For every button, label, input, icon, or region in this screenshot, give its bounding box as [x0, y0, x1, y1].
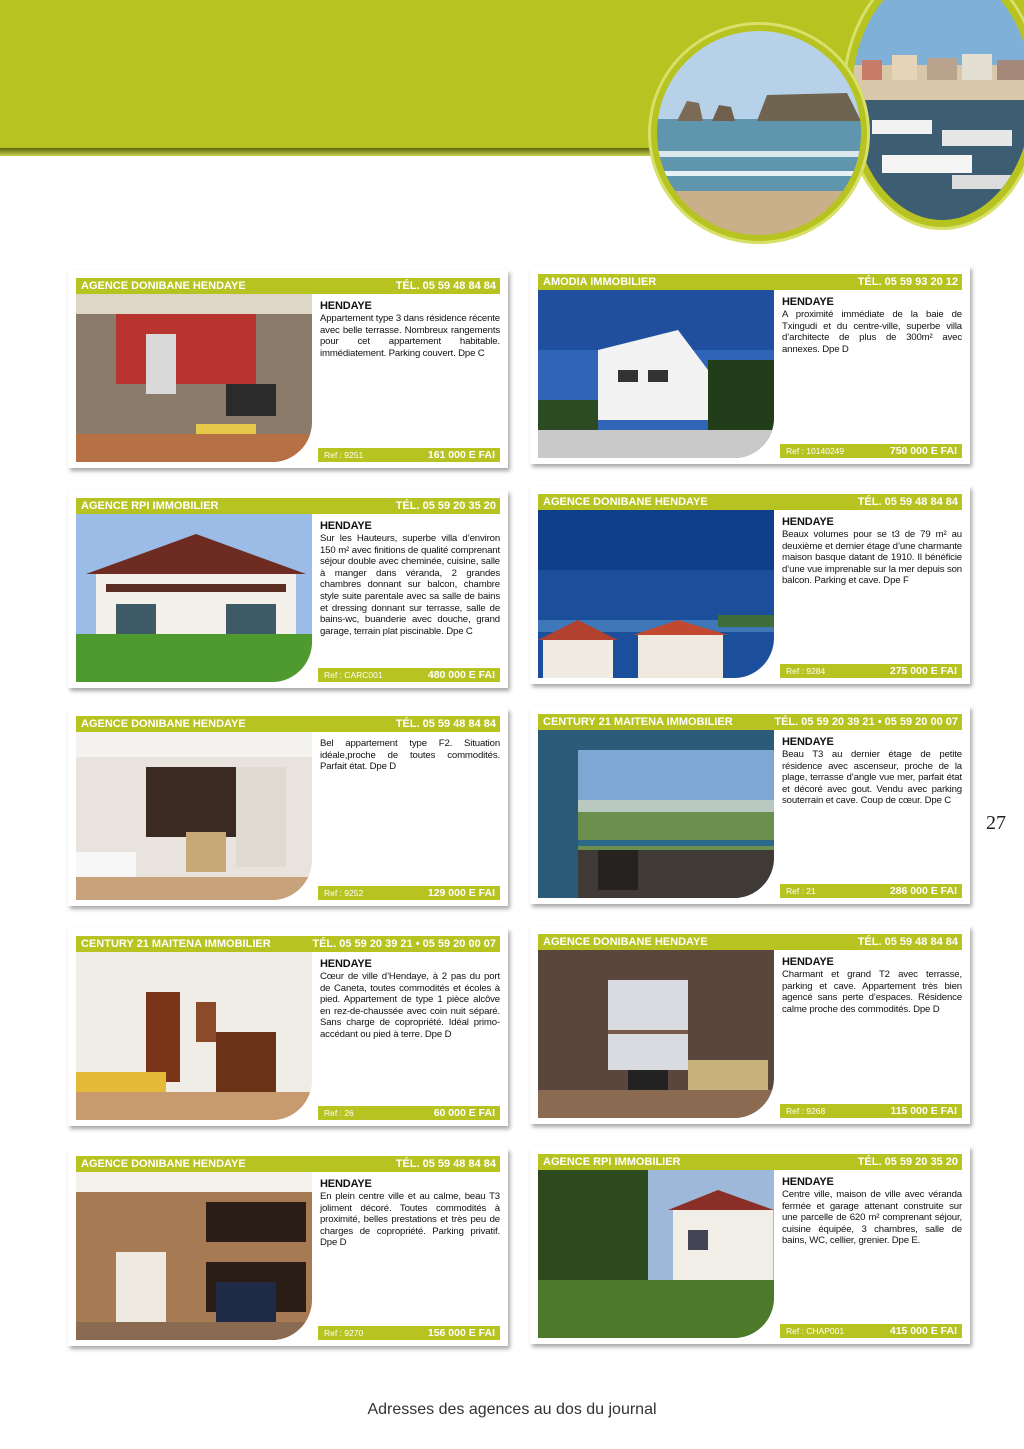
listing-card — [530, 706, 970, 904]
basque-villa-photo — [76, 514, 312, 682]
listing-ref: Ref : 26 — [324, 1108, 354, 1118]
listing-price: 115 000 E FAI — [890, 1105, 957, 1117]
listing-card — [68, 490, 508, 688]
agency-name: AGENCE RPI IMMOBILIER — [81, 500, 219, 512]
listing-city: HENDAYE — [782, 1176, 834, 1188]
agency-name: AGENCE DONIBANE HENDAYE — [543, 936, 708, 948]
coast-photo — [657, 31, 861, 235]
listing-price: 275 000 E FAI — [889, 665, 957, 677]
harbour-photo — [852, 0, 1024, 220]
listing-price: 415 000 E FAI — [889, 1325, 957, 1337]
listing-city: HENDAYE — [320, 520, 372, 532]
listing-header — [538, 274, 962, 290]
sea-view-photo — [538, 510, 774, 678]
listing-card — [68, 1148, 508, 1346]
agency-phone: TÉL. 05 59 48 84 84 — [857, 936, 958, 948]
agency-name: AGENCE DONIBANE HENDAYE — [81, 718, 246, 730]
listing-description: Charmant et grand T2 avec terrasse, parking et cave. Appartement très bien agencé sans perte d’espaces. Résidence calme proche des commodités. Dpe D — [782, 969, 962, 1015]
listing-text — [782, 516, 962, 587]
listing-text — [320, 958, 500, 1041]
open-kitchen-photo — [76, 732, 312, 900]
listing-header — [76, 716, 500, 732]
agency-phone: TÉL. 05 59 48 84 84 — [395, 280, 496, 292]
dark-kitchen-photo — [76, 1172, 312, 1340]
agency-name: AGENCE DONIBANE HENDAYE — [81, 1158, 246, 1170]
listing-text — [782, 1176, 962, 1247]
listing-header — [538, 1154, 962, 1170]
listing-description: Sur les Hauteurs, superbe villa d’environ 150 m² avec finitions de qualité comprenant séjour double avec cheminée, cuisine, salle à manger dans véranda, 2 grandes chambres donnant sur balcon, chambre style suite parentale avec sa salle de bains et dressing donnant sur terrasse, salle de bains-wc, buanderie avec douche, grand garage, terrain plat piscinable. Dpe C — [320, 533, 500, 637]
listing-ref: Ref : 21 — [786, 886, 816, 896]
agency-name: CENTURY 21 MAITENA IMMOBILIER — [81, 938, 271, 950]
listing-card — [530, 486, 970, 684]
listing-price: 60 000 E FAI — [433, 1107, 495, 1119]
listing-footer — [780, 444, 962, 458]
agency-phone: TÉL. 05 59 48 84 84 — [395, 1158, 496, 1170]
agency-phone: TÉL. 05 59 48 84 84 — [395, 718, 496, 730]
listing-city: HENDAYE — [782, 736, 834, 748]
listing-text — [320, 738, 500, 773]
listing-footer — [318, 668, 500, 682]
listing-footer — [780, 664, 962, 678]
listing-city: HENDAYE — [782, 296, 834, 308]
listing-ref: Ref : 10140249 — [786, 446, 845, 456]
listing-city: HENDAYE — [782, 956, 834, 968]
agency-name: AGENCE DONIBANE HENDAYE — [543, 496, 708, 508]
listing-text — [782, 296, 962, 355]
listing-city: HENDAYE — [782, 516, 834, 528]
listing-footer — [318, 1326, 500, 1340]
listing-card — [530, 1146, 970, 1344]
listing-description: Bel appartement type F2. Situation idéale,proche de toutes commodités. Parfait état. Dpe D — [320, 738, 500, 773]
listing-price: 480 000 E FAI — [427, 669, 495, 681]
listing-text — [782, 956, 962, 1015]
listing-description: Appartement type 3 dans résidence récente avec belle terrasse. Nombreux rangements pour cet appartement habitable. immédiatement. Parking couvert. Dpe C — [320, 313, 500, 359]
listing-ref: Ref : 9268 — [786, 1106, 826, 1116]
listing-footer — [318, 1106, 500, 1120]
harbour-photo-ring — [842, 0, 1024, 230]
agency-phone: TÉL. 05 59 20 35 20 — [395, 500, 496, 512]
footer-note: Adresses des agences au dos du journal — [367, 1401, 657, 1418]
kitchen-living-room-photo — [76, 294, 312, 462]
coast-photo-ring — [648, 22, 870, 244]
agency-name: AMODIA IMMOBILIER — [543, 276, 657, 288]
agency-phone: TÉL. 05 59 20 39 21 • 05 59 20 00 07 — [774, 716, 958, 728]
modern-villa-photo — [538, 290, 774, 458]
listing-description: Beaux volumes pour se t3 de 79 m² au deuxième et dernier étage d’une charmante maison basque datant de 1910. Il bénéficie d’une vue imprenable sur la mer depuis son balcon. Parking et cave. Dpe F — [782, 529, 962, 587]
listing-ref: Ref : CHAP001 — [786, 1326, 845, 1336]
listing-price: 129 000 E FAI — [427, 887, 495, 899]
listing-description: Cœur de ville d’Hendaye, à 2 pas du port de Caneta, toutes commodités et écoles à pied. Appartement de type 1 pièce alcôve en rez-de-chaussée avec coin nuit séparé. Sans charge de copropriété. Idéal primo-accédant ou pied à terre. Dpe D — [320, 971, 500, 1040]
listing-header — [538, 494, 962, 510]
listing-footer — [780, 1324, 962, 1338]
listing-text — [320, 520, 500, 637]
listing-text — [320, 300, 500, 359]
listing-description: Centre ville, maison de ville avec véranda fermée et garage attenant construite sur une parcelle de 620 m² comprenant séjour, cuisine équipée, 3 chambres, salle de bains, WC, cellier, grenier. Dpe E. — [782, 1189, 962, 1247]
listing-ref: Ref : 9251 — [324, 450, 364, 460]
agency-phone: TÉL. 05 59 93 20 12 — [857, 276, 958, 288]
agency-phone: TÉL. 05 59 20 35 20 — [857, 1156, 958, 1168]
listing-price: 750 000 E FAI — [889, 445, 957, 457]
header-shadow — [0, 148, 700, 156]
living-room-photo — [538, 950, 774, 1118]
listing-header — [76, 278, 500, 294]
agency-phone: TÉL. 05 59 20 39 21 • 05 59 20 00 07 — [312, 938, 496, 950]
terrace-view-photo — [538, 730, 774, 898]
listing-header — [538, 714, 962, 730]
agency-name: AGENCE DONIBANE HENDAYE — [81, 280, 246, 292]
listing-header — [538, 934, 962, 950]
listing-card — [68, 708, 508, 906]
listing-ref: Ref : CARC001 — [324, 670, 383, 680]
listing-city: HENDAYE — [320, 958, 372, 970]
listing-ref: Ref : 9270 — [324, 1328, 364, 1338]
agency-name: AGENCE RPI IMMOBILIER — [543, 1156, 681, 1168]
listing-footer — [318, 886, 500, 900]
listing-text — [320, 1178, 500, 1249]
agency-name: CENTURY 21 MAITENA IMMOBILIER — [543, 716, 733, 728]
listing-city: HENDAYE — [320, 1178, 372, 1190]
listing-card — [530, 926, 970, 1124]
listing-price: 161 000 E FAI — [427, 449, 495, 461]
listing-footer — [780, 1104, 962, 1118]
listing-footer — [318, 448, 500, 462]
listing-header — [76, 498, 500, 514]
listing-header — [76, 1156, 500, 1172]
listing-city: HENDAYE — [320, 300, 372, 312]
listing-price: 286 000 E FAI — [889, 885, 957, 897]
town-house-garden-photo — [538, 1170, 774, 1338]
listing-card — [68, 270, 508, 468]
listing-ref: Ref : 9252 — [324, 888, 364, 898]
listing-footer — [780, 884, 962, 898]
studio-bedroom-photo — [76, 952, 312, 1120]
listing-description: A proximité immédiate de la baie de Txingudi et du centre-ville, superbe villa d’architecte de plus de 300m² avec annexes. Dpe D — [782, 309, 962, 355]
listing-card — [68, 928, 508, 1126]
agency-phone: TÉL. 05 59 48 84 84 — [857, 496, 958, 508]
listing-price: 156 000 E FAI — [427, 1327, 495, 1339]
listing-description: Beau T3 au dernier étage de petite résidence avec ascenseur, proche de la plage, terrasse d’angle vue mer, parfait état et décoré avec gout. Vendu avec parking souterrain et cave. Coup de cœur. Dpe C — [782, 749, 962, 807]
listing-description: En plein centre ville et au calme, beau T3 joliment décoré. Toutes commodités à proximité, belles prestations et très peu de charges de copropriété. Parking privatif. Dpe D — [320, 1191, 500, 1249]
listing-card — [530, 266, 970, 464]
listing-header — [76, 936, 500, 952]
page-number: 27 — [986, 812, 1006, 834]
listing-text — [782, 736, 962, 807]
listing-ref: Ref : 9284 — [786, 666, 826, 676]
